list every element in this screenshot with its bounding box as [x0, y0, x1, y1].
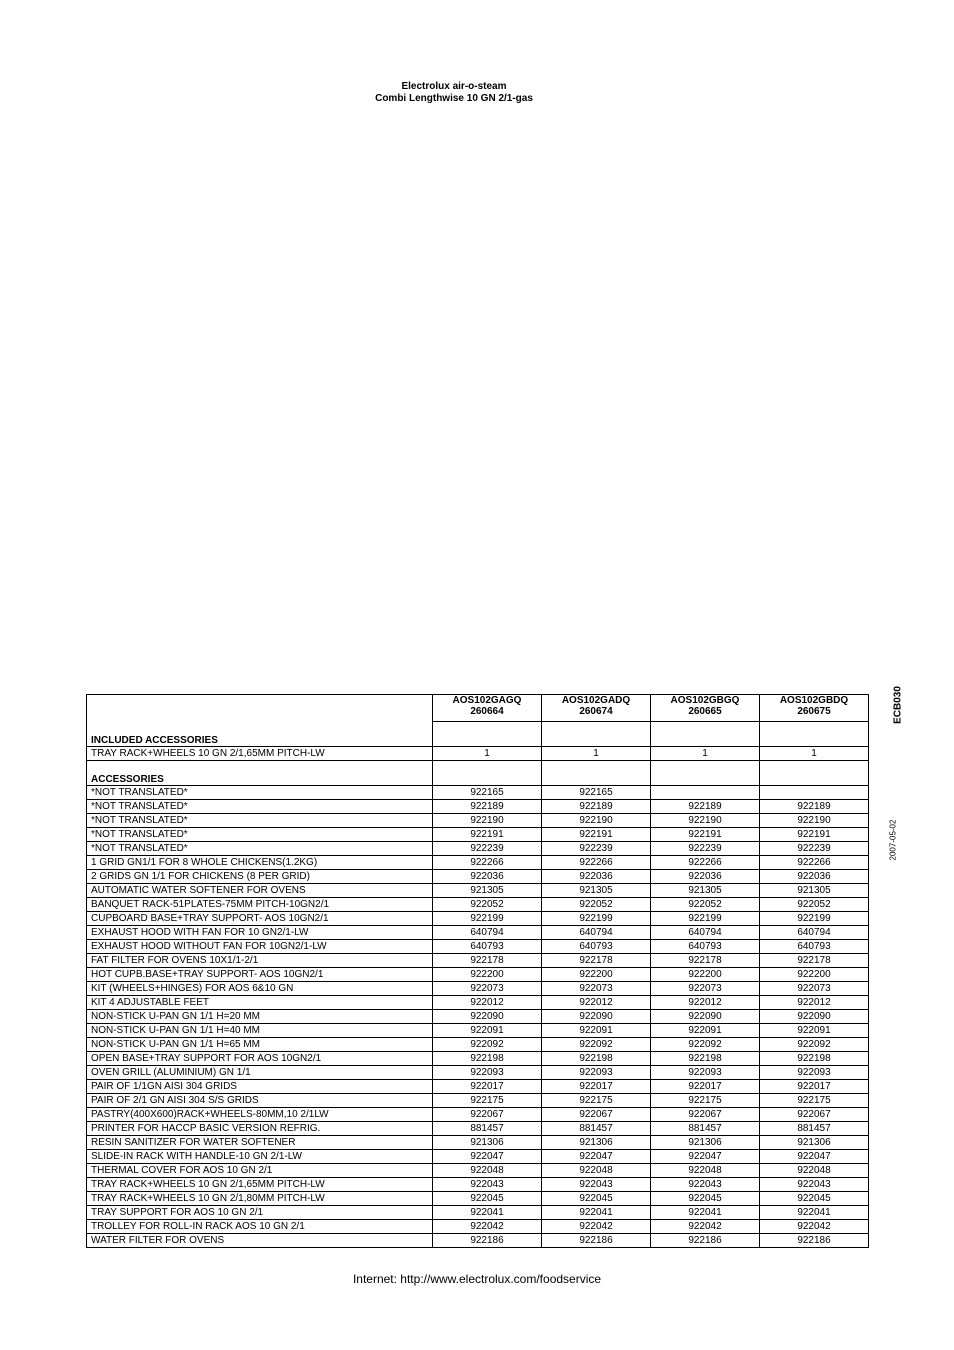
- accessory-code-cell: 922165: [542, 786, 651, 800]
- table-row: [87, 884, 869, 898]
- accessory-code-cell: 922198: [760, 1052, 869, 1066]
- accessory-code-cell: 881457: [542, 1122, 651, 1136]
- table-row: [87, 828, 869, 842]
- model-name: AOS102GBDQ: [779, 695, 849, 706]
- accessory-code-cell: 1: [433, 747, 542, 761]
- accessories-row: [87, 761, 869, 786]
- accessory-code-cell: 922042: [433, 1220, 542, 1234]
- accessory-code-cell: 922036: [542, 870, 651, 884]
- accessory-code-cell: 640793: [651, 940, 760, 954]
- accessory-description: BANQUET RACK-51PLATES-75MM PITCH-10GN2/1: [87, 898, 433, 912]
- accessories-title: ACCESSORIES: [87, 761, 433, 786]
- accessory-code-cell: 922047: [760, 1150, 869, 1164]
- accessory-code-cell: 922191: [433, 828, 542, 842]
- table-row: [87, 1108, 869, 1122]
- accessory-code-cell: 922189: [433, 800, 542, 814]
- table-row: [87, 1192, 869, 1206]
- accessory-code-cell: 922093: [433, 1066, 542, 1080]
- accessory-description: THERMAL COVER FOR AOS 10 GN 2/1: [87, 1164, 433, 1178]
- accessory-code-cell: 1: [760, 747, 869, 761]
- table-row: [87, 1220, 869, 1234]
- accessory-description: *NOT TRANSLATED*: [87, 828, 433, 842]
- accessory-description: CUPBOARD BASE+TRAY SUPPORT- AOS 10GN2/1: [87, 912, 433, 926]
- table-row: [87, 898, 869, 912]
- accessory-code-cell: 922036: [760, 870, 869, 884]
- accessory-code-cell: 922239: [433, 842, 542, 856]
- accessory-description: EXHAUST HOOD WITHOUT FAN FOR 10GN2/1-LW: [87, 940, 433, 954]
- accessory-description: PASTRY(400X600)RACK+WHEELS-80MM,10 2/1LW: [87, 1108, 433, 1122]
- accessory-description: TRAY RACK+WHEELS 10 GN 2/1,80MM PITCH-LW: [87, 1192, 433, 1206]
- model-code: 260674: [579, 706, 613, 717]
- accessory-code-cell: 922047: [651, 1150, 760, 1164]
- section-empty-cell: [433, 722, 542, 747]
- accessory-code-cell: 922191: [651, 828, 760, 842]
- accessory-code-cell: 922067: [433, 1108, 542, 1122]
- model-header: [760, 695, 869, 722]
- accessory-description: EXHAUST HOOD WITH FAN FOR 10 GN2/1-LW: [87, 926, 433, 940]
- model-name: AOS102GAGQ: [452, 695, 522, 706]
- table-row: [87, 1038, 869, 1052]
- table-row: [87, 1052, 869, 1066]
- accessory-code-cell: 922200: [651, 968, 760, 982]
- table-row: [87, 747, 869, 761]
- accessory-code-cell: 922178: [651, 954, 760, 968]
- accessory-code-cell: 922239: [651, 842, 760, 856]
- accessory-description: *NOT TRANSLATED*: [87, 814, 433, 828]
- accessory-code-cell: 881457: [651, 1122, 760, 1136]
- accessory-description: PRINTER FOR HACCP BASIC VERSION REFRIG.: [87, 1122, 433, 1136]
- section-empty-cell: [433, 761, 542, 786]
- accessory-code-cell: 922186: [542, 1234, 651, 1248]
- accessory-code-cell: 881457: [760, 1122, 869, 1136]
- accessory-description: OPEN BASE+TRAY SUPPORT FOR AOS 10GN2/1: [87, 1052, 433, 1066]
- table-row: [87, 982, 869, 996]
- accessory-description: PAIR OF 1/1GN AISI 304 GRIDS: [87, 1080, 433, 1094]
- table-row: [87, 1136, 869, 1150]
- accessory-description: NON-STICK U-PAN GN 1/1 H=65 MM: [87, 1038, 433, 1052]
- accessory-code-cell: 922017: [542, 1080, 651, 1094]
- accessory-code-cell: 922043: [433, 1178, 542, 1192]
- accessory-code-cell: 922047: [542, 1150, 651, 1164]
- accessory-code-cell: 922198: [651, 1052, 760, 1066]
- accessory-code-cell: 922266: [760, 856, 869, 870]
- document-title: Electrolux air-o-steam: [401, 81, 507, 92]
- accessory-code-cell: 922190: [760, 814, 869, 828]
- accessory-code-cell: 922175: [433, 1094, 542, 1108]
- table-row: [87, 856, 869, 870]
- accessory-code-cell: 922092: [433, 1038, 542, 1052]
- accessory-code-cell: 922175: [542, 1094, 651, 1108]
- accessory-code-cell: 922073: [651, 982, 760, 996]
- accessory-description: *NOT TRANSLATED*: [87, 842, 433, 856]
- accessory-code-cell: 921306: [760, 1136, 869, 1150]
- accessory-code-cell: 1: [542, 747, 651, 761]
- accessory-code-cell: [651, 786, 760, 800]
- accessory-code-cell: 922048: [542, 1164, 651, 1178]
- model-code: 260665: [688, 706, 722, 717]
- accessory-code-cell: 922091: [433, 1024, 542, 1038]
- accessory-code-cell: 922042: [651, 1220, 760, 1234]
- accessory-description: HOT CUPB.BASE+TRAY SUPPORT- AOS 10GN2/1: [87, 968, 433, 982]
- accessory-code-cell: 922198: [542, 1052, 651, 1066]
- model-header: [542, 695, 651, 722]
- accessory-code-cell: 922178: [542, 954, 651, 968]
- accessory-code-cell: 922090: [651, 1010, 760, 1024]
- accessory-code-cell: 922178: [433, 954, 542, 968]
- accessory-description: OVEN GRILL (ALUMINIUM) GN 1/1: [87, 1066, 433, 1080]
- accessory-description: 2 GRIDS GN 1/1 FOR CHICKENS (8 PER GRID): [87, 870, 433, 884]
- accessory-description: NON-STICK U-PAN GN 1/1 H=40 MM: [87, 1024, 433, 1038]
- accessory-code-cell: 922043: [760, 1178, 869, 1192]
- accessory-code-cell: 922042: [760, 1220, 869, 1234]
- accessory-code-cell: 922067: [760, 1108, 869, 1122]
- accessory-code-cell: 922239: [542, 842, 651, 856]
- section-empty-cell: [760, 761, 869, 786]
- accessory-code-cell: 921305: [651, 884, 760, 898]
- accessory-code-cell: 922092: [760, 1038, 869, 1052]
- accessory-code-cell: 921306: [433, 1136, 542, 1150]
- model-name: AOS102GADQ: [561, 695, 631, 706]
- document-header: [0, 81, 908, 105]
- accessory-code-cell: 922073: [433, 982, 542, 996]
- accessory-code-cell: 922239: [760, 842, 869, 856]
- accessory-code-cell: 922017: [760, 1080, 869, 1094]
- accessory-code-cell: 922052: [651, 898, 760, 912]
- table-row: [87, 996, 869, 1010]
- accessory-code-cell: 922017: [433, 1080, 542, 1094]
- accessory-code-cell: 881457: [433, 1122, 542, 1136]
- accessory-description: AUTOMATIC WATER SOFTENER FOR OVENS: [87, 884, 433, 898]
- table-row: [87, 1122, 869, 1136]
- table-row: [87, 1150, 869, 1164]
- accessory-code-cell: 640794: [542, 926, 651, 940]
- accessory-code-cell: 922047: [433, 1150, 542, 1164]
- accessory-code-cell: 921306: [542, 1136, 651, 1150]
- accessory-description: PAIR OF 2/1 GN AISI 304 S/S GRIDS: [87, 1094, 433, 1108]
- section-empty-cell: [542, 761, 651, 786]
- accessory-code-cell: 922189: [760, 800, 869, 814]
- table-body: [87, 722, 869, 1248]
- accessory-code-cell: 922052: [433, 898, 542, 912]
- header-blank-cell: [87, 695, 433, 722]
- accessory-code-cell: 922045: [651, 1192, 760, 1206]
- accessory-code-cell: 922165: [433, 786, 542, 800]
- accessory-code-cell: 640793: [433, 940, 542, 954]
- accessory-code-cell: 922073: [760, 982, 869, 996]
- table-row: [87, 786, 869, 800]
- accessory-code-cell: 922198: [433, 1052, 542, 1066]
- model-header: [433, 695, 542, 722]
- accessory-code-cell: 922093: [760, 1066, 869, 1080]
- accessory-code-cell: 922043: [542, 1178, 651, 1192]
- accessory-code-cell: 922067: [542, 1108, 651, 1122]
- accessory-description: KIT 4 ADJUSTABLE FEET: [87, 996, 433, 1010]
- table-row: [87, 1010, 869, 1024]
- accessory-code-cell: 922090: [542, 1010, 651, 1024]
- section-empty-cell: [651, 722, 760, 747]
- accessory-code-cell: 922012: [760, 996, 869, 1010]
- accessory-description: TRAY RACK+WHEELS 10 GN 2/1,65MM PITCH-LW: [87, 747, 433, 761]
- document-date: 2007-05-02: [888, 819, 898, 861]
- accessory-code-cell: 922090: [760, 1010, 869, 1024]
- accessory-code-cell: 922091: [760, 1024, 869, 1038]
- table-row: [87, 1234, 869, 1248]
- accessory-description: *NOT TRANSLATED*: [87, 786, 433, 800]
- table-row: [87, 940, 869, 954]
- accessory-description: KIT (WHEELS+HINGES) FOR AOS 6&10 GN: [87, 982, 433, 996]
- accessory-code-cell: 922191: [760, 828, 869, 842]
- model-name: AOS102GBGQ: [670, 695, 740, 706]
- accessory-code-cell: 922052: [542, 898, 651, 912]
- accessory-code-cell: 922186: [433, 1234, 542, 1248]
- table-row: [87, 1024, 869, 1038]
- accessory-code-cell: 922043: [651, 1178, 760, 1192]
- table-row: [87, 1206, 869, 1220]
- accessories-table: [86, 694, 869, 1248]
- accessory-description: WATER FILTER FOR OVENS: [87, 1234, 433, 1248]
- model-header: [651, 695, 760, 722]
- section-empty-cell: [651, 761, 760, 786]
- accessory-code-cell: 1: [651, 747, 760, 761]
- accessory-code-cell: 922052: [760, 898, 869, 912]
- section-empty-cell: [542, 722, 651, 747]
- model-code: 260675: [797, 706, 831, 717]
- accessory-code-cell: 922199: [433, 912, 542, 926]
- accessory-code-cell: 922186: [651, 1234, 760, 1248]
- accessory-code-cell: 922073: [542, 982, 651, 996]
- accessory-code-cell: 922048: [651, 1164, 760, 1178]
- accessory-code-cell: 922090: [433, 1010, 542, 1024]
- accessory-code-cell: 922041: [651, 1206, 760, 1220]
- table-row: [87, 800, 869, 814]
- accessory-code-cell: 922093: [651, 1066, 760, 1080]
- accessory-code-cell: 922041: [433, 1206, 542, 1220]
- accessory-code-cell: 922175: [760, 1094, 869, 1108]
- accessory-code-cell: 922199: [651, 912, 760, 926]
- accessory-description: SLIDE-IN RACK WITH HANDLE-10 GN 2/1-LW: [87, 1150, 433, 1164]
- accessory-code-cell: 640794: [433, 926, 542, 940]
- accessory-code-cell: 640794: [651, 926, 760, 940]
- accessory-code-cell: 922091: [651, 1024, 760, 1038]
- accessory-code-cell: 922012: [433, 996, 542, 1010]
- section-empty-cell: [760, 722, 869, 747]
- accessory-code-cell: 922045: [542, 1192, 651, 1206]
- accessory-code-cell: 922200: [433, 968, 542, 982]
- model-code: 260664: [470, 706, 504, 717]
- accessory-code-cell: 922091: [542, 1024, 651, 1038]
- accessory-code-cell: 922266: [433, 856, 542, 870]
- accessory-code-cell: 922045: [760, 1192, 869, 1206]
- table-row: [87, 912, 869, 926]
- document-code: ECB030: [892, 686, 904, 724]
- included-accessories-row: [87, 722, 869, 747]
- accessory-code-cell: 921305: [433, 884, 542, 898]
- accessory-code-cell: 922186: [760, 1234, 869, 1248]
- accessory-code-cell: 922048: [433, 1164, 542, 1178]
- accessory-code-cell: 922093: [542, 1066, 651, 1080]
- accessory-code-cell: 922036: [651, 870, 760, 884]
- accessory-code-cell: 922199: [542, 912, 651, 926]
- table-row: [87, 1094, 869, 1108]
- accessory-description: NON-STICK U-PAN GN 1/1 H=20 MM: [87, 1010, 433, 1024]
- accessory-description: TRAY RACK+WHEELS 10 GN 2/1,65MM PITCH-LW: [87, 1178, 433, 1192]
- table-row: [87, 814, 869, 828]
- accessory-code-cell: 922041: [542, 1206, 651, 1220]
- accessory-description: FAT FILTER FOR OVENS 10X1/1-2/1: [87, 954, 433, 968]
- accessory-code-cell: 922190: [542, 814, 651, 828]
- accessory-code-cell: 922048: [760, 1164, 869, 1178]
- accessory-code-cell: 922067: [651, 1108, 760, 1122]
- model-header-row: [87, 695, 869, 722]
- table-row: [87, 1066, 869, 1080]
- accessory-code-cell: 921306: [651, 1136, 760, 1150]
- included-accessories-title: INCLUDED ACCESSORIES: [87, 722, 433, 747]
- accessory-code-cell: 922189: [542, 800, 651, 814]
- footer-url: Internet: http://www.electrolux.com/foodservice: [352, 1272, 602, 1286]
- accessory-code-cell: 922012: [651, 996, 760, 1010]
- accessory-code-cell: 922017: [651, 1080, 760, 1094]
- accessory-code-cell: 922092: [651, 1038, 760, 1052]
- accessory-code-cell: [760, 786, 869, 800]
- accessory-code-cell: 922266: [651, 856, 760, 870]
- table-row: [87, 1178, 869, 1192]
- table-row: [87, 1080, 869, 1094]
- accessory-code-cell: 640794: [760, 926, 869, 940]
- document-subtitle: Combi Lengthwise 10 GN 2/1-gas: [375, 93, 533, 104]
- accessory-description: RESIN SANITIZER FOR WATER SOFTENER: [87, 1136, 433, 1150]
- accessory-code-cell: 922092: [542, 1038, 651, 1052]
- accessory-code-cell: 922191: [542, 828, 651, 842]
- accessory-code-cell: 922190: [433, 814, 542, 828]
- table-row: [87, 926, 869, 940]
- accessory-code-cell: 640793: [542, 940, 651, 954]
- accessory-code-cell: 922045: [433, 1192, 542, 1206]
- accessory-code-cell: 921305: [760, 884, 869, 898]
- accessory-code-cell: 922200: [760, 968, 869, 982]
- accessory-code-cell: 640793: [760, 940, 869, 954]
- accessory-code-cell: 922036: [433, 870, 542, 884]
- accessory-code-cell: 922175: [651, 1094, 760, 1108]
- accessory-code-cell: 921305: [542, 884, 651, 898]
- accessory-code-cell: 922266: [542, 856, 651, 870]
- accessory-code-cell: 922012: [542, 996, 651, 1010]
- accessory-code-cell: 922178: [760, 954, 869, 968]
- accessory-description: TROLLEY FOR ROLL-IN RACK AOS 10 GN 2/1: [87, 1220, 433, 1234]
- accessory-code-cell: 922042: [542, 1220, 651, 1234]
- accessory-code-cell: 922200: [542, 968, 651, 982]
- accessory-code-cell: 922190: [651, 814, 760, 828]
- accessory-code-cell: 922041: [760, 1206, 869, 1220]
- accessory-description: 1 GRID GN1/1 FOR 8 WHOLE CHICKENS(1.2KG): [87, 856, 433, 870]
- table-row: [87, 968, 869, 982]
- table-row: [87, 842, 869, 856]
- table-row: [87, 870, 869, 884]
- accessory-code-cell: 922199: [760, 912, 869, 926]
- accessory-code-cell: 922189: [651, 800, 760, 814]
- table-row: [87, 1164, 869, 1178]
- accessory-description: *NOT TRANSLATED*: [87, 800, 433, 814]
- table-row: [87, 954, 869, 968]
- accessory-description: TRAY SUPPORT FOR AOS 10 GN 2/1: [87, 1206, 433, 1220]
